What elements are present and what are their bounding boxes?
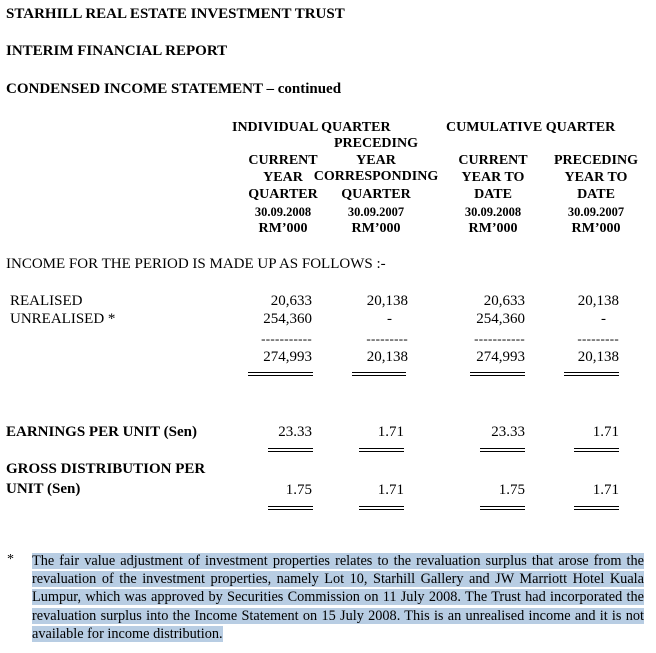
total-double-underline xyxy=(470,372,525,376)
gdpu-double-underline xyxy=(574,506,619,510)
gdpu-value: 1.71 xyxy=(377,482,404,498)
eps-value: 23.33 xyxy=(491,424,525,440)
report-title: INTERIM FINANCIAL REPORT xyxy=(6,43,228,59)
unrealised-value: 254,360 xyxy=(263,311,312,327)
column-header-current-quarter: CURRENT YEAR QUARTER 30.09.2008 RM’000 xyxy=(248,153,318,236)
footnote-highlight: The fair value adjustment of investment properties relates to the revaluation surplus that arose from the revaluation of the investment properties, namely Lot 10, Starhill Gallery and JW Marriott Hotel Kuala Lumpur, which was approved by Securities Commission on 11 July 2008. The Trust had incorporated the revaluation surplus into the Income Statement on 15 July 2008. This is an unrealised income and it is not available for income distribution. xyxy=(32,553,644,642)
eps-value: 23.33 xyxy=(278,424,312,440)
footnote-marker: * xyxy=(7,552,14,567)
total-value: 274,993 xyxy=(263,349,312,365)
gdpu-value: 1.71 xyxy=(592,482,619,498)
subtotal-separator: --------- xyxy=(366,331,408,346)
unrealised-label: UNREALISED * xyxy=(10,311,116,327)
total-double-underline xyxy=(352,372,406,376)
eps-double-underline xyxy=(480,448,525,452)
unrealised-value: - xyxy=(601,311,606,327)
column-header-preceding-ytd: PRECEDING YEAR TO DATE 30.09.2007 RM’000 xyxy=(553,153,638,236)
eps-double-underline xyxy=(574,448,619,452)
eps-double-underline xyxy=(268,448,313,452)
total-double-underline xyxy=(248,372,313,376)
total-value: 20,138 xyxy=(577,349,619,365)
gdpu-label-line1: GROSS DISTRIBUTION PER xyxy=(6,461,206,477)
statement-title: CONDENSED INCOME STATEMENT – continued xyxy=(6,81,342,97)
eps-label: EARNINGS PER UNIT (Sen) xyxy=(6,424,198,440)
section-label: INCOME FOR THE PERIOD IS MADE UP AS FOLLOWS :- xyxy=(6,256,386,272)
subtotal-separator: --------- xyxy=(577,331,619,346)
column-header-current-ytd: CURRENT YEAR TO DATE 30.09.2008 RM’000 xyxy=(458,153,528,236)
total-double-underline xyxy=(564,372,619,376)
individual-quarter-header: INDIVIDUAL QUARTER xyxy=(232,120,391,135)
total-value: 20,138 xyxy=(366,349,408,365)
gdpu-value: 1.75 xyxy=(285,482,312,498)
gdpu-double-underline xyxy=(268,506,313,510)
cumulative-quarter-header: CUMULATIVE QUARTER xyxy=(446,120,616,135)
unrealised-value: - xyxy=(387,311,392,327)
realised-label: REALISED xyxy=(10,293,83,309)
footnote-text xyxy=(32,552,644,643)
eps-value: 1.71 xyxy=(592,424,619,440)
realised-value: 20,633 xyxy=(483,293,525,309)
trust-title: STARHILL REAL ESTATE INVESTMENT TRUST xyxy=(6,6,345,22)
total-value: 274,993 xyxy=(476,349,525,365)
gdpu-double-underline xyxy=(359,506,404,510)
realised-value: 20,138 xyxy=(366,293,408,309)
realised-value: 20,633 xyxy=(270,293,312,309)
subtotal-separator: ----------- xyxy=(261,331,312,346)
eps-value: 1.71 xyxy=(377,424,404,440)
unrealised-value: 254,360 xyxy=(476,311,525,327)
subtotal-separator: ----------- xyxy=(474,331,525,346)
realised-value: 20,138 xyxy=(577,293,619,309)
eps-double-underline xyxy=(359,448,404,452)
gdpu-value: 1.75 xyxy=(498,482,525,498)
column-header-preceding-quarter: PRECEDING YEAR CORRESPONDING QUARTER 30.09.2007 RM’000 xyxy=(313,136,439,236)
gdpu-double-underline xyxy=(480,506,525,510)
gdpu-label-line2: UNIT (Sen) xyxy=(6,481,81,497)
